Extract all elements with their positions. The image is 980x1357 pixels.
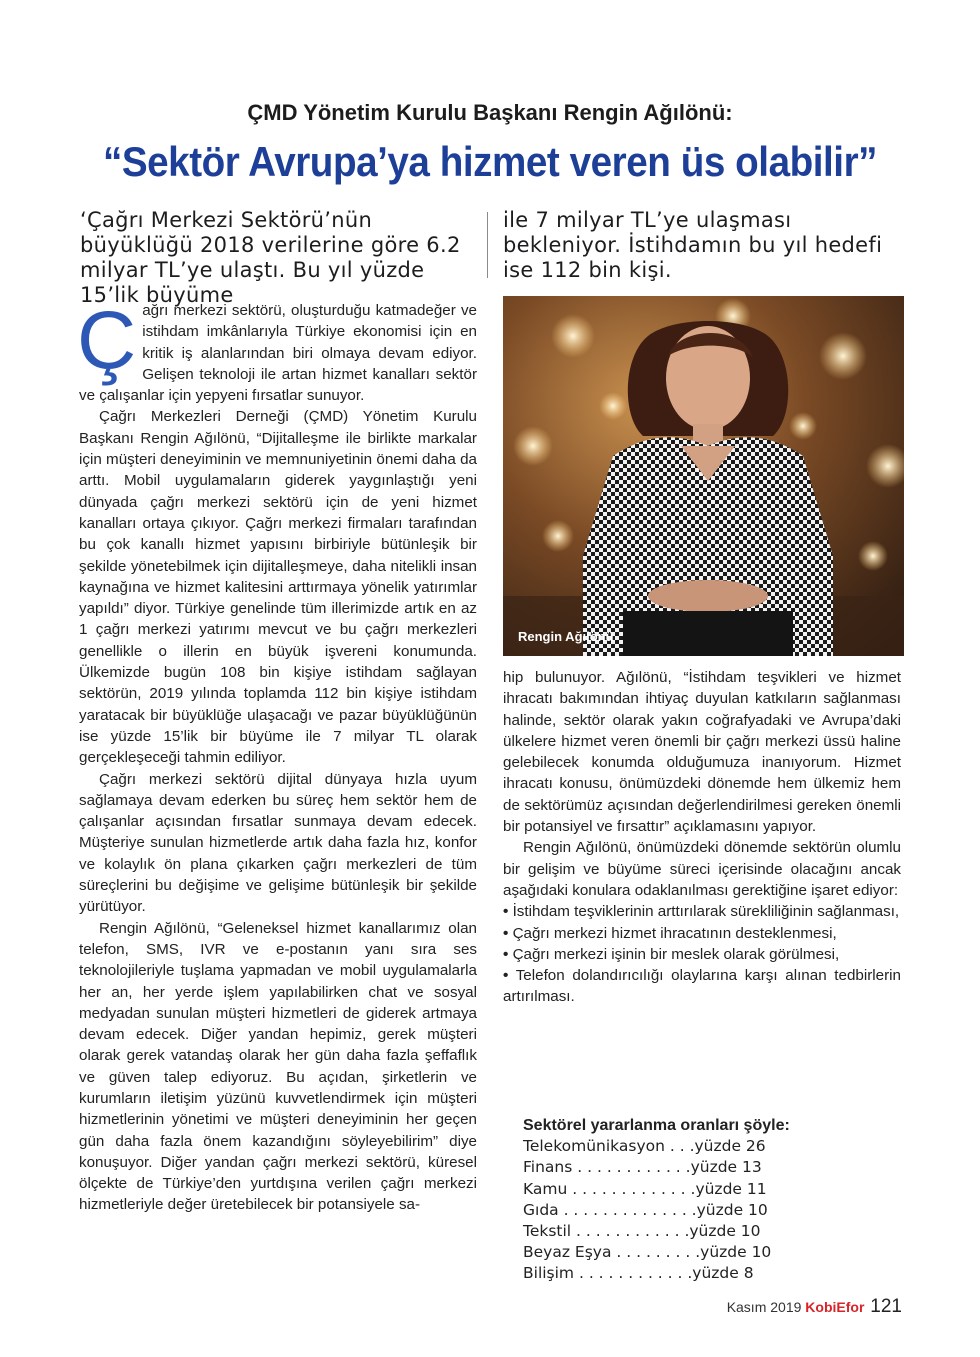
sector-rate-row bbox=[523, 1200, 823, 1221]
list-item bbox=[503, 944, 901, 965]
sector-name: Gıda bbox=[523, 1200, 559, 1219]
sector-rate-row bbox=[523, 1157, 823, 1178]
sector-value: yüzde 11 bbox=[695, 1179, 767, 1198]
sector-value: yüzde 10 bbox=[689, 1222, 761, 1241]
drop-cap: Ç bbox=[77, 295, 137, 386]
list-item-text: Çağrı merkezi hizmet ihracatının desteklenmesi, bbox=[512, 924, 837, 942]
leader-dots: . . . . . . . . . . . . . . bbox=[558, 1200, 697, 1219]
sector-rate-row bbox=[523, 1242, 823, 1263]
leader-dots: . . . . . . . . . . . . bbox=[574, 1264, 693, 1283]
list-item-text: Telefon dolandırıcılığı olaylarına karşı alınan tedbirlerin artırılması. bbox=[503, 967, 901, 1006]
issue-date: Kasım 2019 bbox=[726, 1299, 802, 1315]
leader-dots: . . . . . . . . . bbox=[611, 1243, 701, 1262]
lead-text-right: ile 7 milyar TL’ye ulaşması bekleniyor. İstihdamın bu yıl hedefi ise 112 bin kişi. bbox=[503, 208, 883, 282]
article-column-right bbox=[503, 667, 901, 1008]
sector-name: Bilişim bbox=[523, 1264, 575, 1283]
leader-dots: . . . . . . . . . . . . bbox=[571, 1222, 690, 1241]
page-footer bbox=[727, 1296, 902, 1318]
sector-value: yüzde 10 bbox=[700, 1243, 772, 1262]
list-item-text: Çağrı merkezi işinin bir meslek olarak görülmesi, bbox=[512, 945, 840, 963]
lead-divider bbox=[487, 212, 488, 278]
page-number: 121 bbox=[870, 1296, 902, 1317]
bullet-dot: • bbox=[503, 967, 509, 985]
sector-name: Telekomünikasyon bbox=[523, 1137, 665, 1156]
leader-dots: . . . . . . . . . . . . bbox=[572, 1158, 691, 1177]
sector-name: Kamu bbox=[523, 1179, 568, 1198]
sector-value: yüzde 26 bbox=[694, 1137, 766, 1156]
leader-dots: . . . bbox=[664, 1137, 695, 1156]
paragraph-1 bbox=[77, 295, 477, 406]
magazine-brand: KobiEfor bbox=[805, 1299, 865, 1315]
list-item bbox=[503, 901, 901, 922]
paragraph-4: Rengin Ağılönü, “Geleneksel hizmet kanallarımız olan telefon, SMS, IVR ve e-postanın yanı sıra ses teknolojileriyle tuşlama yapmadan ve mobil uygulamalarla her an, her yerde işlem yapılabilirken chat ve sosyal medyadan sunulan müşteri hizmetleri de giderek artmaya devam edecek. Diğer yandan hepimiz, gerek müşteri olarak gerek vatandaş olarak her gün daha fazla şeffaflık ve güven talep ediyoruz. Bu açıdan, şirketlerin ve kurumların iletişim yüzünü kuvvetlendirmek için müşteri hizmetlerinin yönetimi ve müşteri deneyiminin her geçen gün daha fazla önem kazandığını söyleyebilirim” diye konuşuyor. Diğer yandan çağrı merkezi sektörü, küresel ölçekte de Türkiye’den yurtdışına verilen çağrı merkezi hizmetleriyle değer üretebilecek bir potansiyele sa- bbox=[79, 919, 477, 1214]
article-column-left bbox=[77, 295, 477, 1216]
paragraph-5: hip bulunuyor. Ağılönü, “İstihdam teşvikleri ve hizmet ihracatı bakımından ihtiyaç duyulan katkıların sağlanması halinde, sektör olarak yakın coğrafyadaki ve Avrupa’daki ülkelere hizmet veren önemli bir çağrı merkezi üssü haline gelebilecek konumda olduğumuza inanıyorum. Hizmet ihracatı konusu, önümüzdeki dönemde hem ülkemiz hem de sektörümüz açısından değerlendirilmesi gereken önemli bir potansiyel ve fırsattır” açıklamasını yapıyor. bbox=[503, 669, 901, 836]
paragraph-6: Rengin Ağılönü, önümüzdeki dönemde sektörün olumlu bir gelişim ve büyüme süreci içerisinde olacağını ancak aşağıdaki konulara odaklanılması gerektiğine işaret ediyor: bbox=[503, 839, 901, 899]
sector-rate-row bbox=[523, 1263, 823, 1284]
article-headline: “Sektör Avrupa’ya hizmet veren üs olabilir” bbox=[102, 138, 878, 185]
article-kicker: ÇMD Yönetim Kurulu Başkanı Rengin Ağılönü: bbox=[247, 100, 733, 125]
bullet-dot: • bbox=[503, 945, 509, 963]
sector-rate-row bbox=[523, 1179, 823, 1200]
sector-rate-row bbox=[523, 1221, 823, 1242]
sector-value: yüzde 8 bbox=[692, 1264, 754, 1283]
list-item bbox=[503, 965, 901, 1008]
bullet-dot: • bbox=[503, 924, 509, 942]
sector-rates-title: Sektörel yararlanma oranları şöyle: bbox=[523, 1117, 790, 1134]
paragraph-1-text: ağrı merkezi sektörü, oluşturduğu katmadeğer ve istihdam imkânlarıyla Türkiye ekonomisi için en kritik iş alanlarından biri olmaya devam ediyor. Gelişen teknoloji ile artan hizmet kanalları sektör ve çalışanlar için yepyeni fırsatlar sunuyor. bbox=[79, 302, 477, 405]
bullet-dot: • bbox=[503, 903, 509, 921]
sector-name: Tekstil bbox=[523, 1222, 572, 1241]
photo-caption: Rengin Ağılönü bbox=[518, 629, 614, 644]
sector-value: yüzde 13 bbox=[690, 1158, 762, 1177]
sector-rate-row bbox=[523, 1136, 823, 1157]
leader-dots: . . . . . . . . . . . . . bbox=[567, 1179, 696, 1198]
sector-value: yüzde 10 bbox=[696, 1200, 768, 1219]
sector-name: Beyaz Eşya bbox=[523, 1243, 612, 1262]
paragraph-2: Çağrı Merkezleri Derneği (ÇMD) Yönetim Kurulu Başkanı Rengin Ağılönü, “Dijitalleşme ile birlikte markalar için müşteri deneyiminin ve memnuniyetinin önemi daha da arttı. Mobil uygulamaların giderek yaygınlaştığı yeni dünyada çağrı merkezi sektörü için de yeni hizmet kanalları ortaya çıkıyor. Çağrı merkezi firmaları tarafından bu çok kanallı hizmet yapısını birbiriyle bütünleşik bir şekilde yönetebilmek için dijitalleşmeye, daha nitelikli insan kaynağına ve hizmet kalitesini arttırmaya yönelik yatırımlar yapıldı” diyor. Türkiye genelinde tüm illerimizde artık en az 1 çağrı merkezi yatırımı mevcut ve bu çağrı merkezleri genellikle o illerin en büyük işvereni konumunda. Ülkemizde bugün 108 bin kişiye istihdam sağlayan sektörün, 2019 yılında toplamda 112 bin kişiye istihdam yaratacak bir büyüklüğe ulaşacağı ve pazar büyüklüğünün ise yüzde 15’lik bir büyüme ile 7 milyar TL olarak gerçekleşeceği tahmin ediliyor. bbox=[79, 408, 477, 767]
portrait-photo bbox=[503, 296, 904, 656]
lead-text-left: ‘Çağrı Merkezi Sektörü’nün büyüklüğü 2018 verilerine göre 6.2 milyar TL’ye ulaştı. Bu yıl yüzde 15’lik büyüme bbox=[80, 208, 461, 307]
paragraph-3: Çağrı merkezi sektörü dijital dünyaya hızla uyum sağlamaya devam ederken bu süreç hem sektör hem de çalışanlar açısından fırsatlar sunmaya devam edecek. Müşteriye sunulan hizmetlerde artık daha fazla hız, konfor ve kolaylık ön plana çıkarken çağrı merkezleri de tüm süreçlerini bu değişime ve gelişime bütünleşik bir şekilde yürütüyor. bbox=[79, 770, 477, 916]
list-item bbox=[503, 923, 901, 944]
sector-name: Finans bbox=[523, 1158, 573, 1177]
sector-rates-box bbox=[523, 1115, 823, 1285]
recommendation-list bbox=[503, 901, 901, 1007]
list-item-text: İstihdam teşviklerinin arttırılarak sürekliliğinin sağlanması, bbox=[512, 903, 900, 921]
